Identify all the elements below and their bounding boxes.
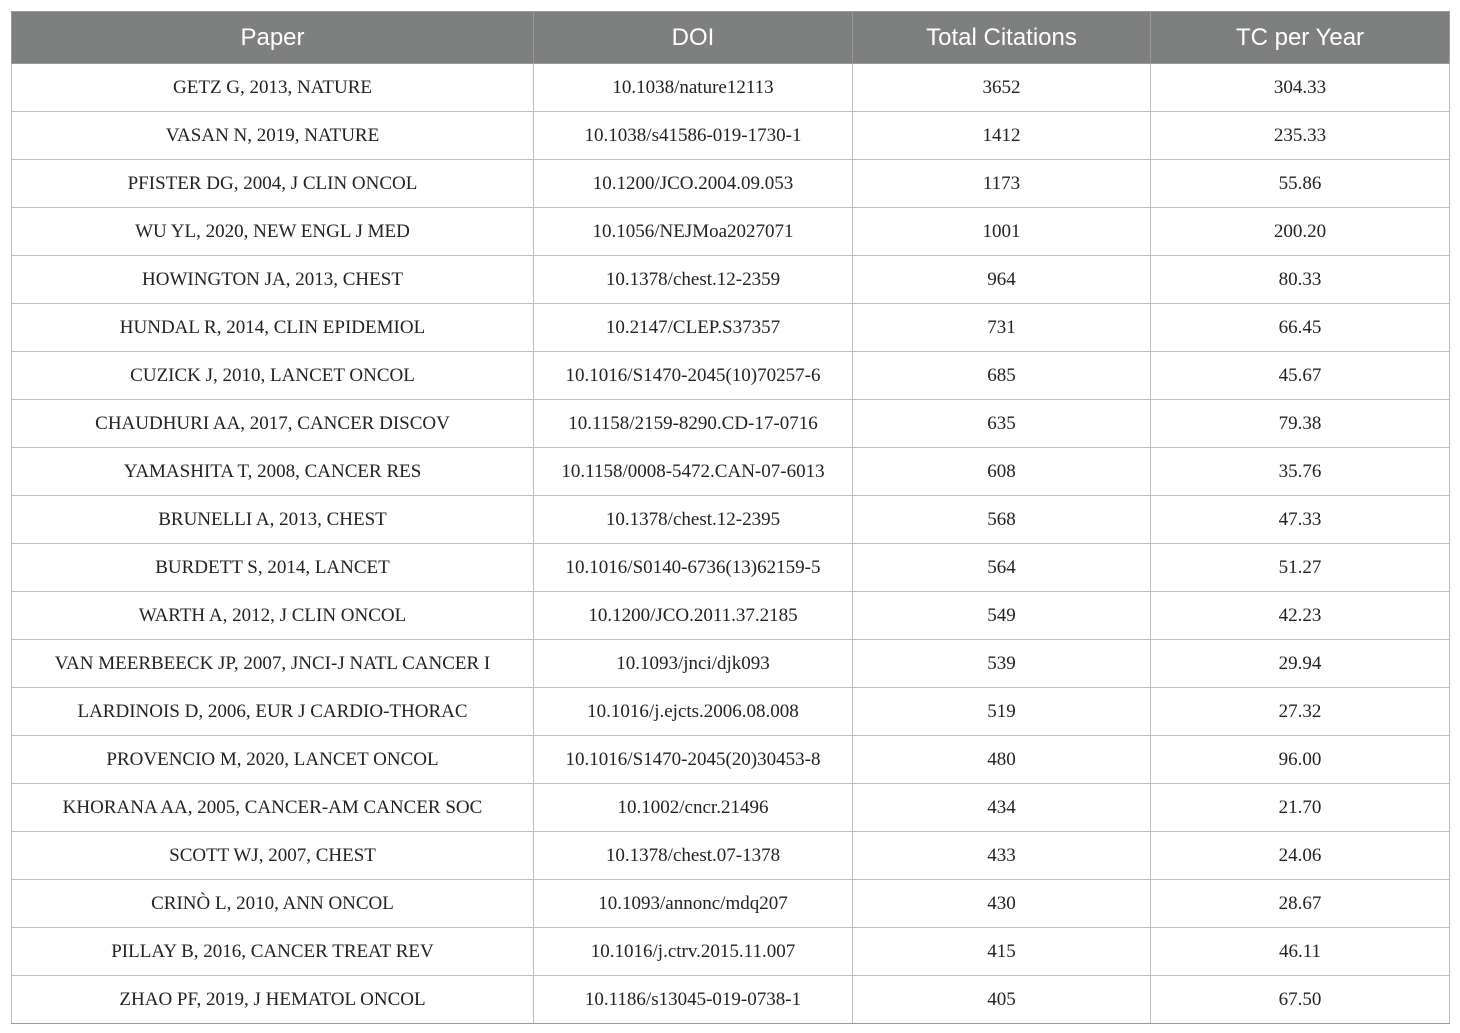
cell-doi: 10.1200/JCO.2011.37.2185	[534, 592, 853, 640]
cell-tc-per-year: 27.32	[1151, 688, 1450, 736]
cell-total-citations: 480	[853, 736, 1151, 784]
cell-doi: 10.1186/s13045-019-0738-1	[534, 976, 853, 1024]
cell-tc-per-year: 96.00	[1151, 736, 1450, 784]
cell-paper: SCOTT WJ, 2007, CHEST	[12, 832, 534, 880]
table-row	[12, 592, 1450, 640]
cell-tc-per-year: 79.38	[1151, 400, 1450, 448]
cell-total-citations: 608	[853, 448, 1151, 496]
cell-doi: 10.2147/CLEP.S37357	[534, 304, 853, 352]
cell-paper: BURDETT S, 2014, LANCET	[12, 544, 534, 592]
cell-total-citations: 1001	[853, 208, 1151, 256]
header-tc-per-year: TC per Year	[1151, 12, 1450, 64]
cell-doi: 10.1158/0008-5472.CAN-07-6013	[534, 448, 853, 496]
cell-doi: 10.1038/s41586-019-1730-1	[534, 112, 853, 160]
header-doi: DOI	[534, 12, 853, 64]
cell-total-citations: 685	[853, 352, 1151, 400]
cell-total-citations: 519	[853, 688, 1151, 736]
cell-total-citations: 433	[853, 832, 1151, 880]
header-total-citations: Total Citations	[853, 12, 1151, 64]
table-row	[12, 112, 1450, 160]
cell-total-citations: 635	[853, 400, 1151, 448]
cell-doi: 10.1158/2159-8290.CD-17-0716	[534, 400, 853, 448]
cell-tc-per-year: 235.33	[1151, 112, 1450, 160]
table-row	[12, 544, 1450, 592]
cell-total-citations: 405	[853, 976, 1151, 1024]
table-row	[12, 448, 1450, 496]
cell-total-citations: 964	[853, 256, 1151, 304]
cell-paper: PFISTER DG, 2004, J CLIN ONCOL	[12, 160, 534, 208]
cell-paper: HOWINGTON JA, 2013, CHEST	[12, 256, 534, 304]
cell-doi: 10.1002/cncr.21496	[534, 784, 853, 832]
cell-total-citations: 564	[853, 544, 1151, 592]
cell-doi: 10.1016/S0140-6736(13)62159-5	[534, 544, 853, 592]
cell-tc-per-year: 47.33	[1151, 496, 1450, 544]
cell-tc-per-year: 80.33	[1151, 256, 1450, 304]
cell-doi: 10.1038/nature12113	[534, 64, 853, 112]
cell-tc-per-year: 45.67	[1151, 352, 1450, 400]
table-header	[12, 12, 1450, 64]
cell-total-citations: 549	[853, 592, 1151, 640]
cell-doi: 10.1016/j.ctrv.2015.11.007	[534, 928, 853, 976]
cell-tc-per-year: 67.50	[1151, 976, 1450, 1024]
table-row	[12, 208, 1450, 256]
cell-doi: 10.1378/chest.12-2359	[534, 256, 853, 304]
cell-doi: 10.1056/NEJMoa2027071	[534, 208, 853, 256]
cell-doi: 10.1378/chest.12-2395	[534, 496, 853, 544]
cell-doi: 10.1016/S1470-2045(20)30453-8	[534, 736, 853, 784]
cell-tc-per-year: 28.67	[1151, 880, 1450, 928]
table-row	[12, 304, 1450, 352]
cell-paper: VASAN N, 2019, NATURE	[12, 112, 534, 160]
cell-paper: LARDINOIS D, 2006, EUR J CARDIO-THORAC	[12, 688, 534, 736]
table-body	[12, 64, 1450, 1024]
citations-table-container	[11, 11, 1449, 1024]
cell-total-citations: 568	[853, 496, 1151, 544]
cell-tc-per-year: 304.33	[1151, 64, 1450, 112]
cell-doi: 10.1200/JCO.2004.09.053	[534, 160, 853, 208]
cell-doi: 10.1378/chest.07-1378	[534, 832, 853, 880]
table-row	[12, 688, 1450, 736]
cell-tc-per-year: 24.06	[1151, 832, 1450, 880]
cell-doi: 10.1016/S1470-2045(10)70257-6	[534, 352, 853, 400]
cell-paper: CUZICK J, 2010, LANCET ONCOL	[12, 352, 534, 400]
cell-total-citations: 415	[853, 928, 1151, 976]
table-row	[12, 832, 1450, 880]
cell-paper: VAN MEERBEECK JP, 2007, JNCI-J NATL CANCER I	[12, 640, 534, 688]
cell-tc-per-year: 200.20	[1151, 208, 1450, 256]
cell-paper: BRUNELLI A, 2013, CHEST	[12, 496, 534, 544]
cell-total-citations: 539	[853, 640, 1151, 688]
cell-doi: 10.1093/jnci/djk093	[534, 640, 853, 688]
cell-paper: GETZ G, 2013, NATURE	[12, 64, 534, 112]
cell-paper: ZHAO PF, 2019, J HEMATOL ONCOL	[12, 976, 534, 1024]
table-row	[12, 928, 1450, 976]
cell-tc-per-year: 66.45	[1151, 304, 1450, 352]
cell-total-citations: 1412	[853, 112, 1151, 160]
table-row	[12, 496, 1450, 544]
cell-paper: CRINÒ L, 2010, ANN ONCOL	[12, 880, 534, 928]
cell-tc-per-year: 42.23	[1151, 592, 1450, 640]
table-row	[12, 736, 1450, 784]
header-row	[12, 12, 1450, 64]
cell-tc-per-year: 21.70	[1151, 784, 1450, 832]
table-row	[12, 352, 1450, 400]
header-paper: Paper	[12, 12, 534, 64]
cell-paper: CHAUDHURI AA, 2017, CANCER DISCOV	[12, 400, 534, 448]
cell-paper: WARTH A, 2012, J CLIN ONCOL	[12, 592, 534, 640]
cell-tc-per-year: 46.11	[1151, 928, 1450, 976]
cell-paper: KHORANA AA, 2005, CANCER-AM CANCER SOC	[12, 784, 534, 832]
cell-paper: YAMASHITA T, 2008, CANCER RES	[12, 448, 534, 496]
cell-tc-per-year: 55.86	[1151, 160, 1450, 208]
cell-paper: WU YL, 2020, NEW ENGL J MED	[12, 208, 534, 256]
table-row	[12, 256, 1450, 304]
cell-paper: PROVENCIO M, 2020, LANCET ONCOL	[12, 736, 534, 784]
table-row	[12, 160, 1450, 208]
cell-total-citations: 430	[853, 880, 1151, 928]
citations-table	[11, 11, 1450, 1024]
cell-paper: PILLAY B, 2016, CANCER TREAT REV	[12, 928, 534, 976]
cell-total-citations: 3652	[853, 64, 1151, 112]
cell-tc-per-year: 29.94	[1151, 640, 1450, 688]
cell-total-citations: 434	[853, 784, 1151, 832]
cell-doi: 10.1016/j.ejcts.2006.08.008	[534, 688, 853, 736]
table-row	[12, 400, 1450, 448]
cell-tc-per-year: 51.27	[1151, 544, 1450, 592]
cell-tc-per-year: 35.76	[1151, 448, 1450, 496]
table-row	[12, 64, 1450, 112]
cell-total-citations: 731	[853, 304, 1151, 352]
table-row	[12, 640, 1450, 688]
cell-doi: 10.1093/annonc/mdq207	[534, 880, 853, 928]
table-row	[12, 784, 1450, 832]
table-row	[12, 880, 1450, 928]
table-row	[12, 976, 1450, 1024]
cell-paper: HUNDAL R, 2014, CLIN EPIDEMIOL	[12, 304, 534, 352]
cell-total-citations: 1173	[853, 160, 1151, 208]
